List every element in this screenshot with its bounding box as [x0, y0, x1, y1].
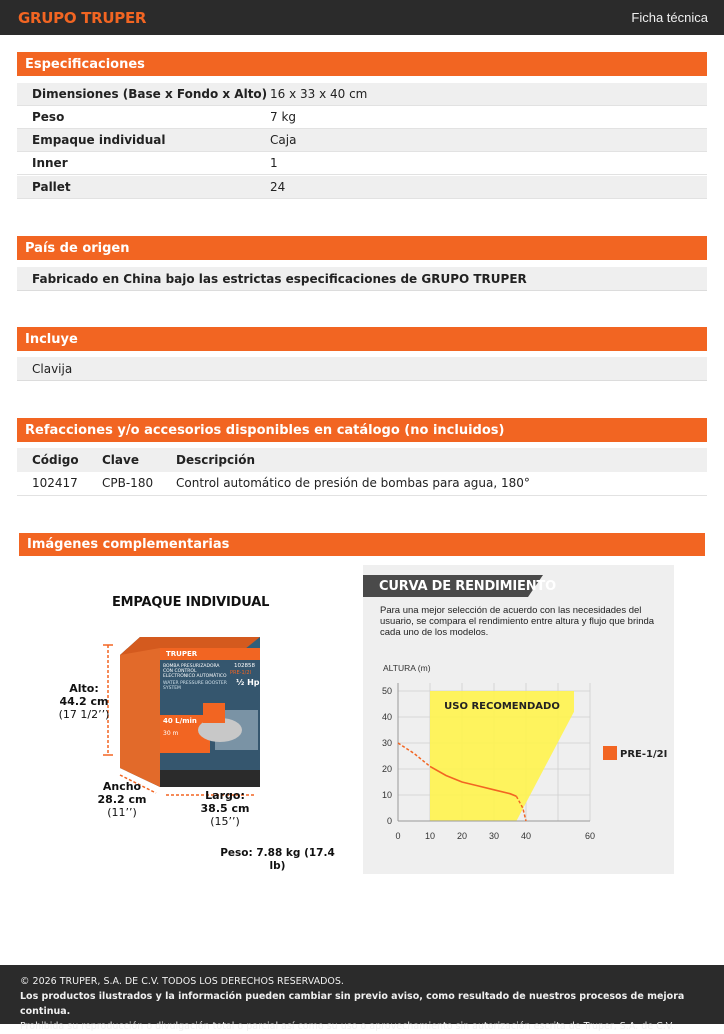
x-tick-label: 20: [456, 831, 468, 841]
performance-chart: [363, 565, 674, 874]
box-product-name: BOMBA PRESURIZADORA CON CONTROL ELECTRÓNICO AUTOMÁTICO: [163, 664, 227, 679]
legend-swatch: [603, 746, 617, 760]
spec-row-dimensions: [17, 83, 707, 106]
width-label: Ancho: [102, 780, 142, 793]
series-line-start: [398, 743, 430, 766]
y-tick-label: 10: [381, 790, 392, 800]
width-cm: 28.2 cm: [97, 793, 147, 806]
chart-description: Para una mejor selección de acuerdo con las necesidades del usuario, se compara el rendimiento entre altura y flujo que brinda cada uno de los modelos.: [380, 605, 655, 638]
length-cm: 38.5 cm: [200, 802, 250, 815]
length-label: Largo:: [205, 789, 245, 802]
x-tick-label: 40: [520, 831, 532, 841]
origin-text: Fabricado en China bajo las estrictas especificaciones de GRUPO TRUPER: [17, 267, 707, 291]
includes-header: Incluye: [17, 327, 707, 351]
x-tick-label: 60: [584, 831, 596, 841]
includes-text: Clavija: [17, 357, 707, 381]
x-tick-label: 10: [424, 831, 436, 841]
y-axis-label: ALTURA (m): [383, 663, 431, 673]
box-product-name-en: WATER PRESSURE BOOSTER SYSTEM: [163, 681, 227, 691]
footer-copyright: © 2026 TRUPER, S.A. DE C.V. TODOS LOS DERECHOS RESERVADOS.: [20, 976, 344, 987]
package-illustration: [20, 575, 340, 875]
y-tick-label: 20: [381, 764, 392, 774]
part-desc: Control automático de presión de bombas para agua, 180°: [176, 476, 530, 490]
height-dimension: [57, 682, 111, 721]
y-tick-label: 40: [381, 712, 392, 722]
package-title: EMPAQUE INDIVIDUAL: [112, 595, 270, 610]
spec-label: Empaque individual: [32, 133, 166, 147]
footer: [0, 965, 724, 1032]
spec-row-weight: [17, 106, 707, 129]
box-flow-label: 40 L/min: [163, 717, 197, 725]
specs-header: Especificaciones: [17, 52, 707, 76]
images-header: Imágenes complementarias: [19, 533, 705, 556]
part-key: CPB-180: [102, 476, 154, 490]
part-code: 102417: [32, 476, 78, 490]
chart-title: CURVA DE RENDIMIENTO: [379, 579, 556, 594]
footer-legal: Prohibida su reproducción o divulgación total o parcial así como su uso o aprovechamiento sin autorización escrita de Truper, S.A. de C.V.: [20, 1021, 675, 1032]
height-in: (17 1/2’’): [58, 708, 110, 721]
spec-value: 7 kg: [270, 110, 297, 124]
height-cm: 44.2 cm: [59, 695, 109, 708]
page-title: Ficha técnica: [631, 10, 708, 25]
grupo-truper-logo: GRUPO TRUPER: [18, 8, 147, 27]
top-bar: [0, 0, 724, 35]
box-hp-label: ½ Hp: [236, 678, 260, 687]
height-label: Alto:: [69, 682, 99, 695]
spec-label: Peso: [32, 110, 65, 124]
spec-value: 24: [270, 180, 286, 194]
spec-label: Inner: [32, 156, 68, 170]
width-dimension: [94, 780, 150, 819]
length-dimension: [197, 789, 253, 828]
box-head-label: 30 m: [163, 730, 179, 737]
length-in: (15’’): [210, 815, 240, 828]
spec-row-pallet: [17, 176, 707, 199]
box-model-label: PRE-1/2I: [230, 670, 251, 676]
spec-value: Caja: [270, 133, 297, 147]
origin-header: País de origen: [17, 236, 707, 260]
y-tick-label: 50: [381, 686, 392, 696]
spec-label: Dimensiones (Base x Fondo x Alto): [32, 87, 268, 101]
recommended-zone-label: USO RECOMENDADO: [444, 701, 560, 713]
y-tick-label: 30: [381, 738, 392, 748]
spec-row-inner: [17, 152, 707, 175]
footer-notice: Los productos ilustrados y la información pueden cambiar sin previo aviso, como resultado de nuestros procesos de mejora continua.: [20, 991, 685, 1017]
legend-label: PRE-1/2I: [620, 749, 668, 760]
package-box-drawing: [20, 575, 340, 875]
parts-col-code: Código: [32, 453, 79, 467]
parts-col-key: Clave: [102, 453, 139, 467]
performance-chart-panel: [363, 565, 674, 874]
package-weight: Peso: 7.88 kg (17.4 lb): [220, 847, 335, 872]
parts-col-desc: Descripción: [176, 453, 255, 467]
spec-label: Pallet: [32, 180, 71, 194]
x-tick-label: 30: [488, 831, 500, 841]
parts-header: Refacciones y/o accesorios disponibles en catálogo (no incluidos): [17, 418, 707, 442]
box-brand-label: TRUPER: [166, 650, 198, 658]
width-in: (11’’): [107, 806, 137, 819]
spec-value: 16 x 33 x 40 cm: [270, 87, 368, 101]
spec-row-packaging: [17, 129, 707, 152]
y-tick-label: 0: [386, 816, 392, 826]
box-code-label: 102858: [234, 663, 255, 669]
spec-value: 1: [270, 156, 278, 170]
x-tick-label: 0: [395, 831, 401, 841]
